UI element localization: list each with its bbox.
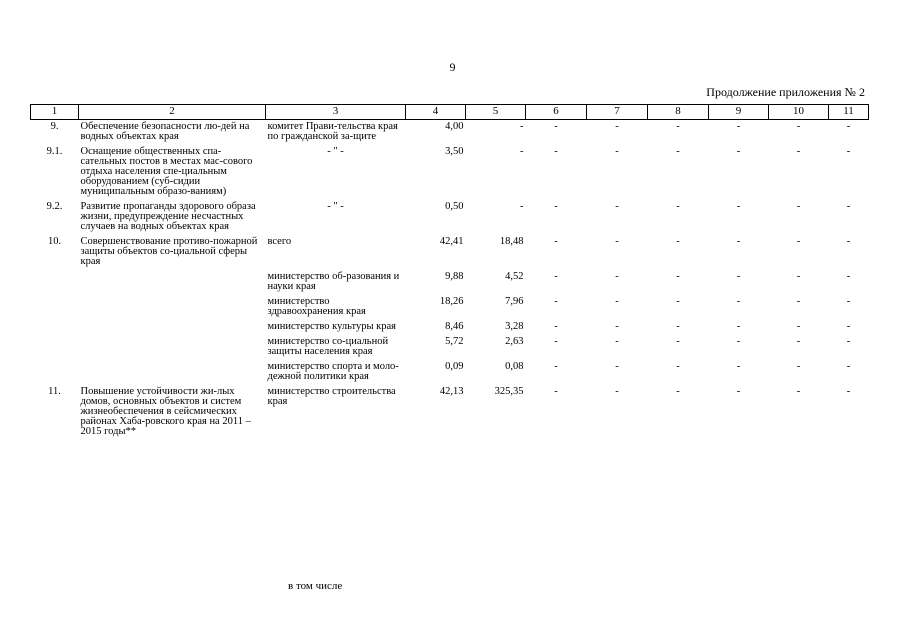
col11-cell: - bbox=[846, 296, 851, 307]
col8-cell: - bbox=[676, 201, 680, 212]
col8-cell: - bbox=[676, 386, 680, 397]
col7-cell: - bbox=[615, 146, 619, 157]
col6-cell: - bbox=[554, 386, 558, 397]
activity-cell: Развитие пропаганды здорового образа жизни, предупреждение несчастных случаев на водных объектах края bbox=[80, 201, 256, 232]
col5-cell: - bbox=[520, 201, 524, 212]
column-header: 8 bbox=[648, 105, 709, 120]
activity-cell bbox=[79, 270, 266, 295]
col11-cell: - bbox=[846, 361, 851, 372]
responsible-cell: министерство об-разования и науки края bbox=[267, 271, 400, 292]
col9-cell: - bbox=[736, 296, 741, 307]
col6-cell: - bbox=[554, 361, 558, 372]
col7-cell: - bbox=[615, 386, 619, 397]
table-row bbox=[31, 270, 869, 295]
col9-cell: - bbox=[736, 386, 741, 397]
table-row bbox=[31, 295, 869, 320]
column-header: 6 bbox=[526, 105, 587, 120]
responsible-cell: комитет Прави-тельства края по гражданской за-щите bbox=[267, 121, 398, 142]
col9-cell: - bbox=[736, 361, 741, 372]
col11-cell: - bbox=[846, 146, 851, 157]
responsible-cell: министерство здравоохранения края bbox=[267, 296, 366, 317]
responsible-cell: министерство со-циальной защиты населения края bbox=[267, 336, 389, 357]
col7-cell: - bbox=[615, 201, 619, 212]
total-cell: 9,88 bbox=[445, 271, 464, 282]
responsible-cell: - " - bbox=[327, 201, 344, 212]
row-number: 10. bbox=[47, 236, 62, 247]
col8-cell: - bbox=[676, 271, 680, 282]
table-row bbox=[31, 335, 869, 360]
row-number bbox=[31, 335, 79, 360]
column-header: 10 bbox=[769, 105, 829, 120]
col6-cell: - bbox=[554, 121, 558, 132]
col9-cell: - bbox=[736, 121, 741, 132]
col8-cell: - bbox=[676, 296, 680, 307]
col5-cell: - bbox=[520, 146, 524, 157]
col5-cell: 18,48 bbox=[499, 236, 524, 247]
col6-cell: - bbox=[554, 271, 558, 282]
page-number: 9 bbox=[449, 60, 456, 74]
col8-cell: - bbox=[676, 146, 680, 157]
col8-cell: - bbox=[676, 336, 680, 347]
header-row bbox=[31, 105, 869, 120]
total-cell: 18,26 bbox=[439, 296, 464, 307]
col8-cell: - bbox=[676, 121, 680, 132]
responsible-cell: министерство спорта и моло-дежной политики края bbox=[267, 361, 399, 382]
column-header: 5 bbox=[466, 105, 526, 120]
row-number: 9.1. bbox=[46, 146, 63, 157]
responsible-cell: - " - bbox=[327, 146, 344, 157]
col8-cell: - bbox=[676, 321, 680, 332]
table-row bbox=[31, 235, 869, 270]
col5-cell: 325,35 bbox=[494, 386, 524, 397]
column-header: 1 bbox=[31, 105, 79, 120]
total-cell: 8,46 bbox=[445, 321, 464, 332]
col5-cell: - bbox=[520, 121, 524, 132]
row-number bbox=[31, 320, 79, 335]
col5-cell: 7,96 bbox=[505, 296, 524, 307]
activity-cell bbox=[79, 295, 266, 320]
row-number: 9. bbox=[50, 121, 59, 132]
responsible-cell: всего bbox=[267, 236, 292, 247]
continuation-label: Продолжение приложения № 2 bbox=[706, 85, 865, 99]
col6-cell: - bbox=[554, 236, 558, 247]
total-cell: 4,00 bbox=[445, 121, 464, 132]
col10-cell: - bbox=[796, 296, 801, 307]
col10-cell: - bbox=[796, 201, 801, 212]
table-row bbox=[31, 320, 869, 335]
col7-cell: - bbox=[615, 271, 619, 282]
total-cell: 0,50 bbox=[445, 201, 464, 212]
col5-cell: 0,08 bbox=[505, 361, 524, 372]
total-cell: 42,13 bbox=[439, 386, 464, 397]
col7-cell: - bbox=[615, 321, 619, 332]
program-table bbox=[30, 104, 869, 440]
activity-cell: Обеспечение безопасности лю-дей на водных объектах края bbox=[80, 121, 250, 142]
col10-cell: - bbox=[796, 386, 801, 397]
column-header: 2 bbox=[79, 105, 266, 120]
col10-cell: - bbox=[796, 236, 801, 247]
col7-cell: - bbox=[615, 336, 619, 347]
col6-cell: - bbox=[554, 201, 558, 212]
responsible-cell: министерство культуры края bbox=[267, 321, 397, 332]
column-header: 4 bbox=[406, 105, 466, 120]
col8-cell: - bbox=[676, 236, 680, 247]
column-header: 11 bbox=[829, 105, 869, 120]
row-number: 9.2. bbox=[46, 201, 63, 212]
table-row bbox=[31, 145, 869, 200]
col7-cell: - bbox=[615, 361, 619, 372]
col5-cell: 3,28 bbox=[505, 321, 524, 332]
col10-cell: - bbox=[796, 146, 801, 157]
col11-cell: - bbox=[846, 386, 851, 397]
col11-cell: - bbox=[846, 121, 851, 132]
col11-cell: - bbox=[846, 236, 851, 247]
activity-cell bbox=[79, 360, 266, 385]
column-header: 9 bbox=[709, 105, 769, 120]
footer-text: в том числе bbox=[288, 580, 343, 592]
col11-cell: - bbox=[846, 336, 851, 347]
column-header: 7 bbox=[587, 105, 648, 120]
col10-cell: - bbox=[796, 121, 801, 132]
col9-cell: - bbox=[736, 336, 741, 347]
table-row bbox=[31, 385, 869, 440]
col7-cell: - bbox=[615, 121, 619, 132]
col7-cell: - bbox=[615, 236, 619, 247]
col6-cell: - bbox=[554, 296, 558, 307]
col10-cell: - bbox=[796, 321, 801, 332]
col10-cell: - bbox=[796, 336, 801, 347]
total-cell: 5,72 bbox=[445, 336, 464, 347]
col9-cell: - bbox=[736, 321, 741, 332]
row-number bbox=[31, 270, 79, 295]
col6-cell: - bbox=[554, 321, 558, 332]
total-cell: 42,41 bbox=[439, 236, 464, 247]
col10-cell: - bbox=[796, 361, 801, 372]
col7-cell: - bbox=[615, 296, 619, 307]
col9-cell: - bbox=[736, 236, 741, 247]
col6-cell: - bbox=[554, 336, 558, 347]
col11-cell: - bbox=[846, 271, 851, 282]
row-number bbox=[31, 360, 79, 385]
activity-cell bbox=[79, 320, 266, 335]
activity-cell bbox=[79, 335, 266, 360]
row-number: 11. bbox=[48, 386, 61, 397]
column-header: 3 bbox=[266, 105, 406, 120]
activity-cell: Повышение устойчивости жи-лых домов, основных объектов и систем жизнеобеспечения в сейсмических районах Хаба-ровского края на 2011 – 2015 годы** bbox=[80, 386, 251, 437]
col10-cell: - bbox=[796, 271, 801, 282]
col6-cell: - bbox=[554, 146, 558, 157]
responsible-cell: министерство строительства края bbox=[267, 386, 396, 407]
col9-cell: - bbox=[736, 146, 741, 157]
row-number bbox=[31, 295, 79, 320]
table-row bbox=[31, 200, 869, 235]
table-row bbox=[31, 360, 869, 385]
total-cell: 0,09 bbox=[445, 361, 464, 372]
col5-cell: 4,52 bbox=[505, 271, 524, 282]
col11-cell: - bbox=[846, 201, 851, 212]
col9-cell: - bbox=[736, 271, 741, 282]
col5-cell: 2,63 bbox=[505, 336, 524, 347]
col9-cell: - bbox=[736, 201, 741, 212]
table-row bbox=[31, 120, 869, 146]
col8-cell: - bbox=[676, 361, 680, 372]
activity-cell: Оснащение общественных спа-сательных постов в местах мас-сового отдыха населения спе-циальным оборудованием (суб-сидии муниципальным образо-ваниям) bbox=[80, 146, 253, 197]
activity-cell: Совершенствование противо-пожарной защиты объектов со-циальной сферы края bbox=[80, 236, 258, 267]
col11-cell: - bbox=[846, 321, 851, 332]
total-cell: 3,50 bbox=[445, 146, 464, 157]
